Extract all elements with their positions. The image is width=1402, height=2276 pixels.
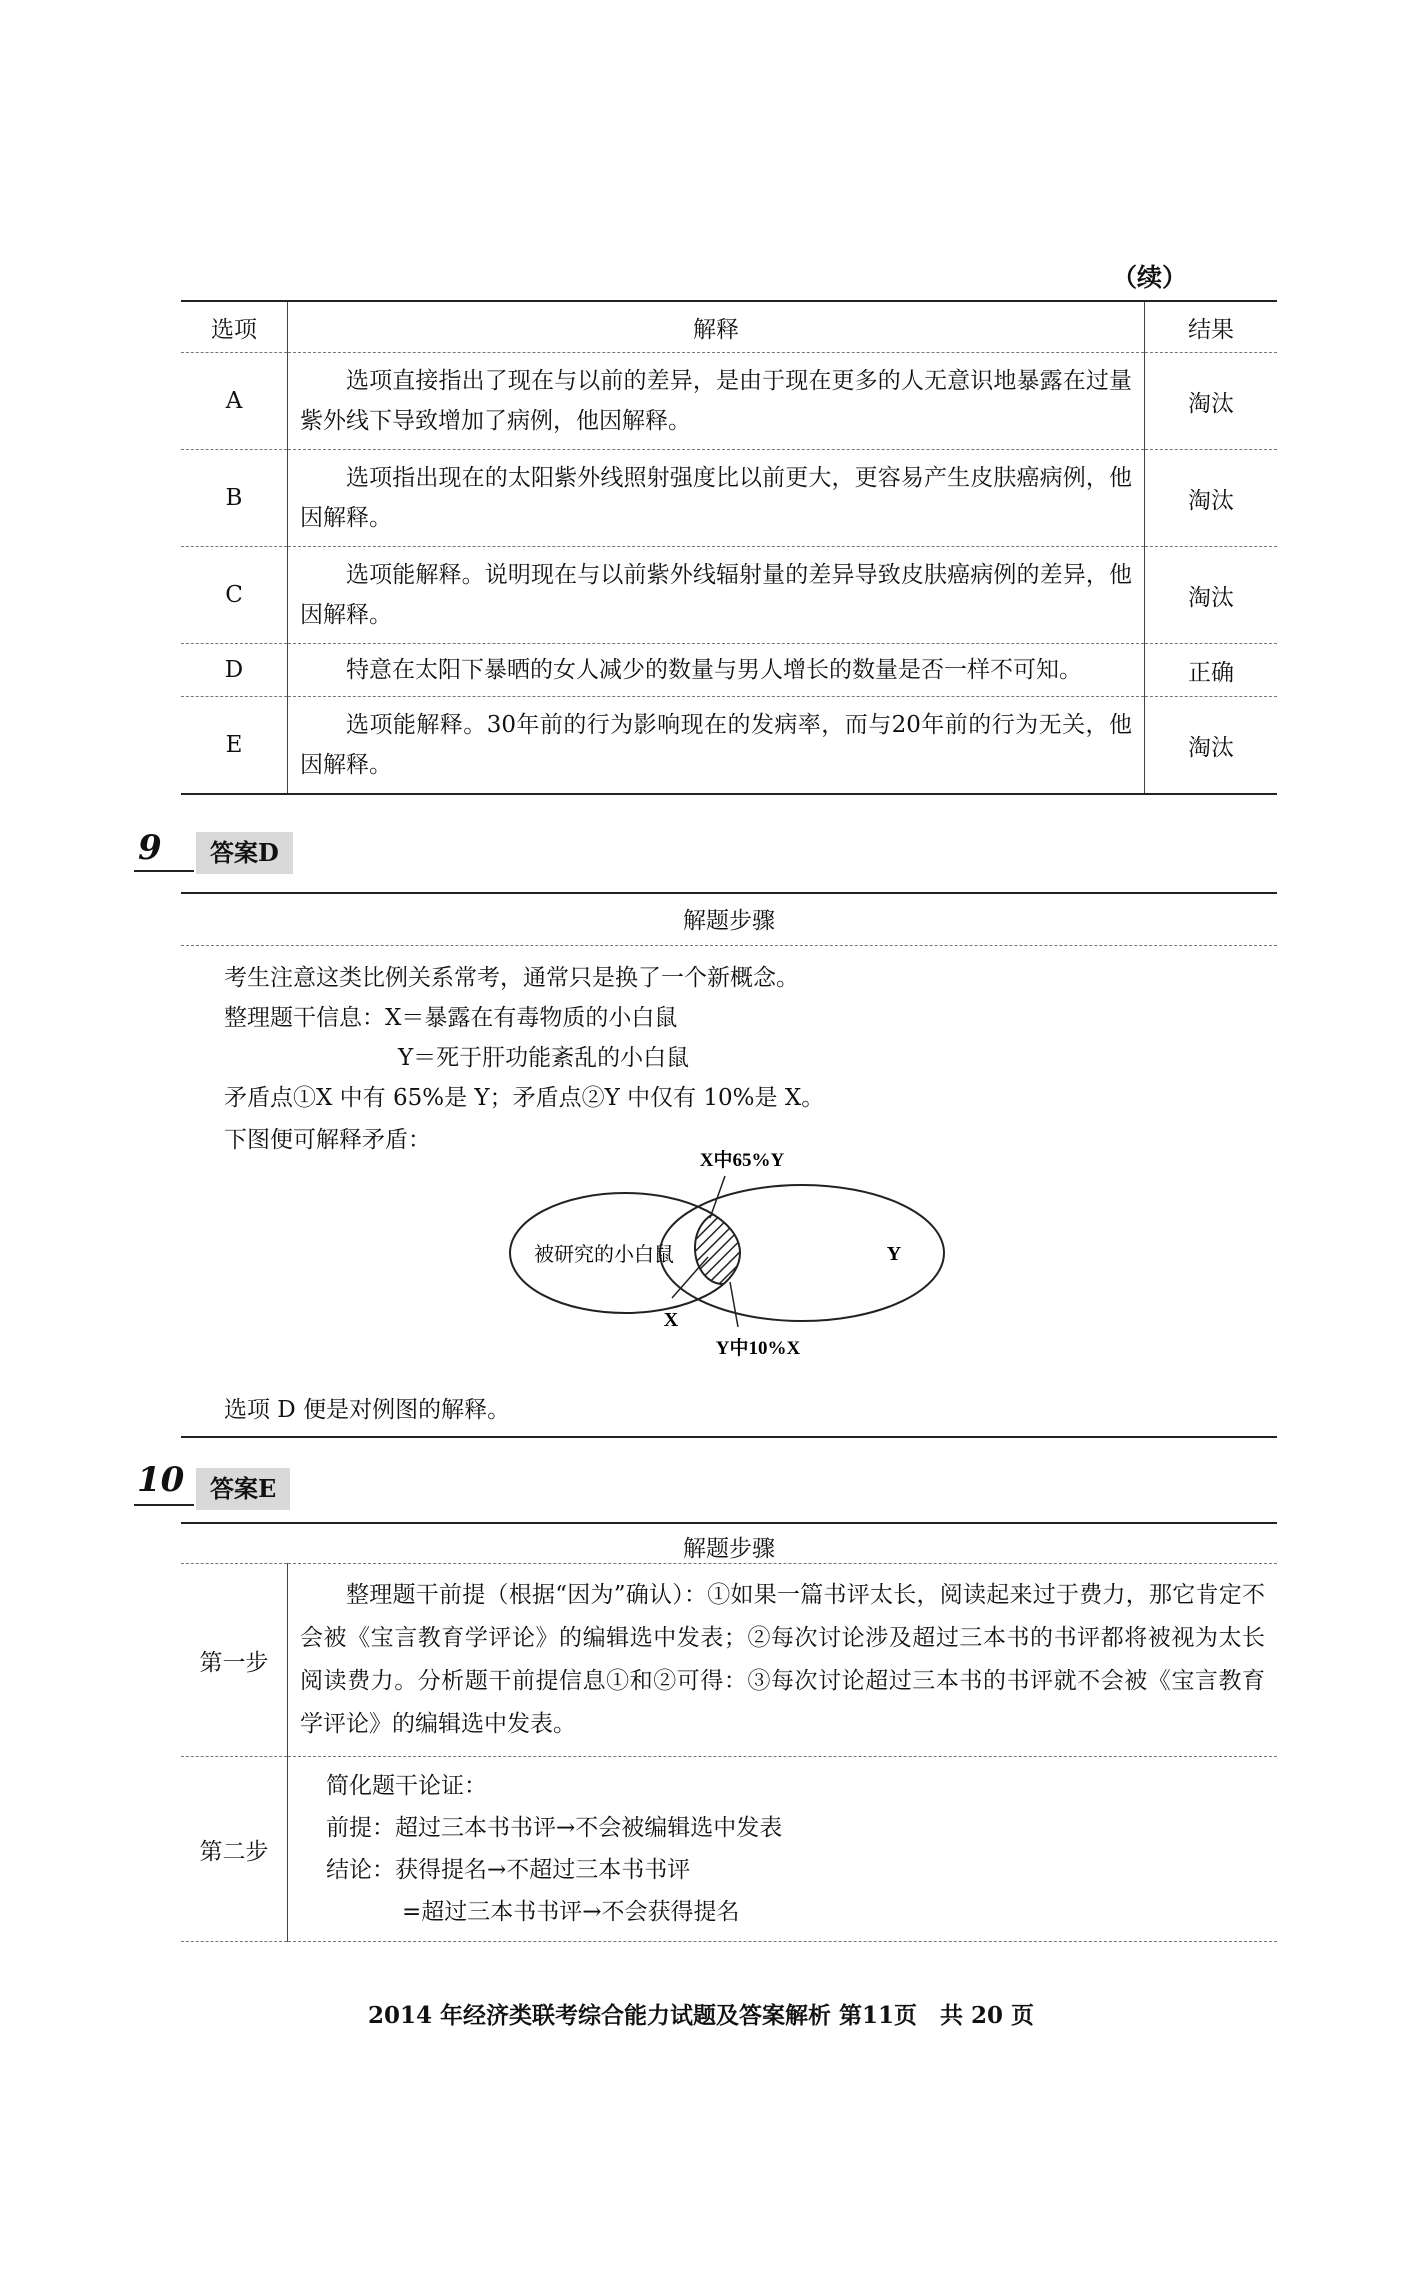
label-y: Y [886, 1243, 902, 1265]
label-studied-mice: 被研究的小白鼠 [534, 1242, 674, 1266]
option-explanation: 选项直接指出了现在与以前的差异，是由于现在更多的人无意识地暴露在过量紫外线下导致增加了病例，他因解释。 [288, 353, 1145, 450]
option-letter: E [181, 697, 288, 795]
question-number: 10 [137, 1460, 185, 1500]
table-row [181, 353, 1277, 450]
option-explanation: 特意在太阳下暴晒的女人减少的数量与男人增长的数量是否一样不可知。 [288, 644, 1145, 697]
section-bottom-rule [181, 1436, 1277, 1438]
text-line: 考生注意这类比例关系常考，通常只是换了一个新概念。 [224, 965, 799, 991]
option-letter: A [181, 353, 288, 450]
divider [181, 945, 1277, 946]
option-explanation: 选项能解释。30年前的行为影响现在的发病率，而与20年前的行为无关，他因解释。 [288, 697, 1145, 795]
leader-line-bottom [730, 1282, 738, 1327]
option-result: 淘汰 [1145, 697, 1278, 795]
table-header-row [181, 301, 1277, 353]
header-explanation: 解释 [288, 301, 1145, 353]
steps-title: 解题步骤 [683, 908, 775, 934]
option-result: 淘汰 [1145, 353, 1278, 450]
step-text [288, 1757, 1278, 1942]
table-row [181, 644, 1277, 697]
option-result: 正确 [1145, 644, 1278, 697]
option-result: 淘汰 [1145, 547, 1278, 644]
steps-top-rule [181, 1522, 1277, 1524]
text-line: 简化题干论证： [326, 1773, 487, 1799]
conclusion-text: 选项 D 便是对例图的解释。 [224, 1397, 511, 1423]
question-number-underline [134, 1504, 194, 1506]
text-line: 整理题干信息：X＝暴露在有毒物质的小白鼠 [224, 1005, 678, 1031]
step-text: 整理题干前提（根据“因为”确认）：①如果一篇书评太长，阅读起来过于费力，那它肯定不会被《宝言教育学评论》的编辑选中发表；②每次讨论涉及超过三本书的书评都将被视为太长阅读费力。分析题干前提信息①和②可得：③每次讨论超过三本书的书评就不会被《宝言教育学评论》的编辑选中发表。 [288, 1564, 1278, 1757]
text-line: Y＝死于肝功能紊乱的小白鼠 [398, 1045, 690, 1071]
continued-label: （续） [1112, 263, 1188, 292]
question-number: 9 [138, 828, 162, 868]
table-row [181, 450, 1277, 547]
page-footer: 2014 年经济类联考综合能力试题及答案解析 第11页 共 20 页 [367, 2002, 1035, 2029]
options-table [181, 300, 1277, 795]
text-line: =超过三本书书评→不会获得提名 [402, 1899, 740, 1925]
answer-badge: 答案E [196, 1468, 290, 1510]
step-label: 第二步 [181, 1757, 288, 1942]
header-result: 结果 [1145, 301, 1278, 353]
table-row [181, 1564, 1277, 1757]
table-row [181, 1757, 1277, 1942]
text-line: 下图便可解释矛盾： [224, 1127, 431, 1153]
question-number-underline [134, 870, 194, 872]
option-letter: C [181, 547, 288, 644]
steps-table [181, 1563, 1277, 1942]
text-line: 矛盾点①X 中有 65%是 Y；矛盾点②Y 中仅有 10%是 X。 [224, 1085, 825, 1111]
label-bottom: Y中10%X [715, 1338, 801, 1359]
venn-diagram [500, 1140, 960, 1380]
option-explanation: 选项指出现在的太阳紫外线照射强度比以前更大，更容易产生皮肤癌病例，他因解释。 [288, 450, 1145, 547]
table-row [181, 547, 1277, 644]
step-label: 第一步 [181, 1564, 288, 1757]
option-letter: D [181, 644, 288, 697]
answer-badge: 答案D [196, 832, 293, 874]
steps-top-rule [181, 892, 1277, 894]
leader-line-x [672, 1257, 708, 1298]
label-top: X中65%Y [699, 1150, 785, 1171]
text-line: 结论：获得提名→不超过三本书书评 [326, 1857, 691, 1883]
option-explanation: 选项能解释。说明现在与以前紫外线辐射量的差异导致皮肤癌病例的差异，他因解释。 [288, 547, 1145, 644]
overlap-hatched-region [695, 1212, 751, 1284]
table-row [181, 697, 1277, 795]
option-result: 淘汰 [1145, 450, 1278, 547]
text-line: 前提：超过三本书书评→不会被编辑选中发表 [326, 1815, 783, 1841]
steps-title: 解题步骤 [683, 1536, 775, 1562]
header-option: 选项 [181, 301, 288, 353]
option-letter: B [181, 450, 288, 547]
label-x: X [663, 1309, 679, 1331]
